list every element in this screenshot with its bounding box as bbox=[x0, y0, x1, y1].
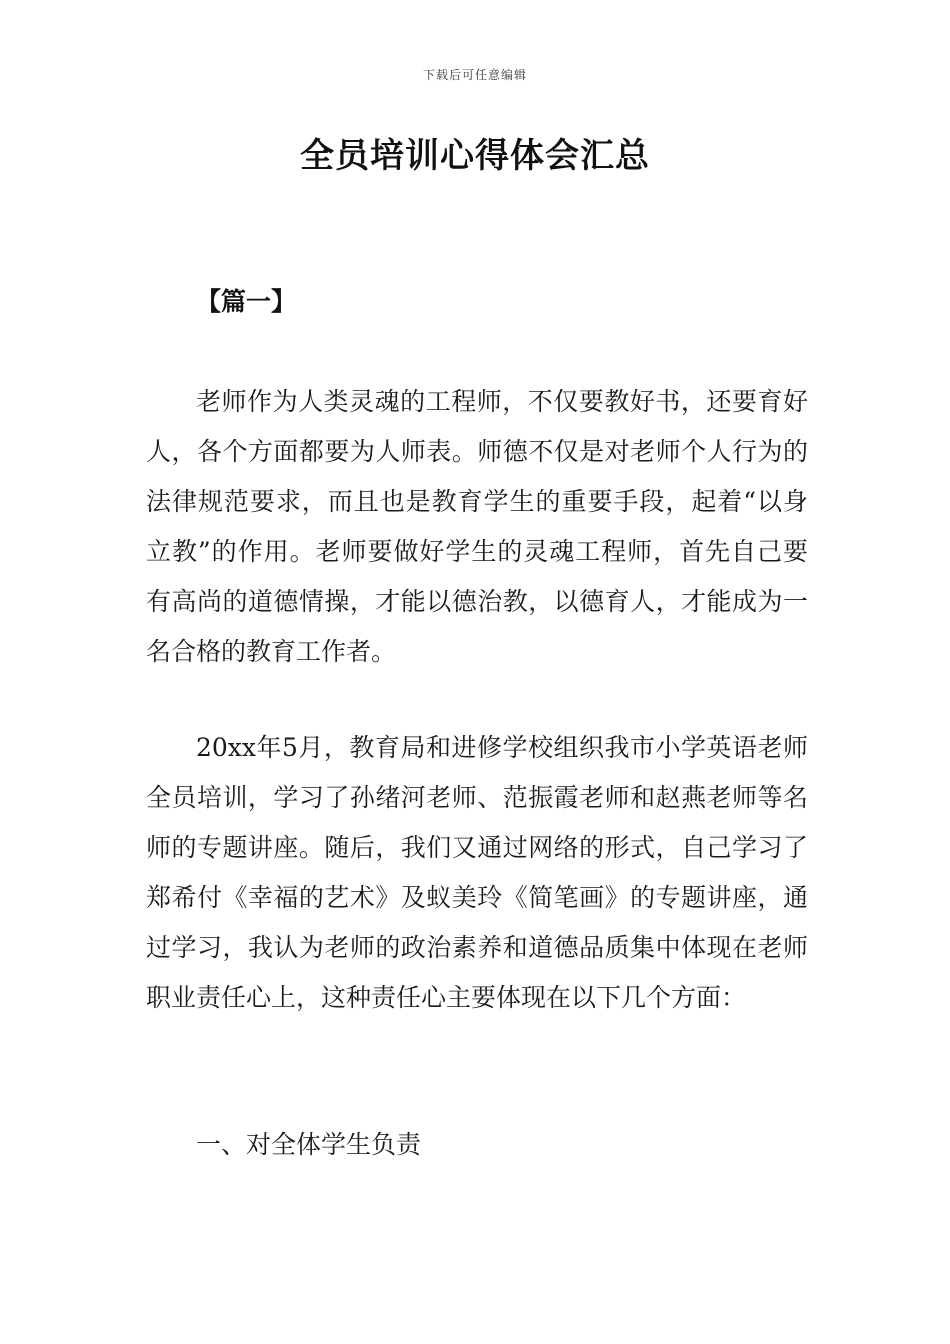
paragraph: 老师作为人类灵魂的工程师，不仅要教好书，还要育好人，各个方面都要为人师表。师德不仅是对老师个人行为的法律规范要求，而且也是教育学生的重要手段，起着“以身立教”的作用。老师要做好学生的灵魂工程师，首先自己要有高尚的道德情操，才能以德治教，以德育人，才能成为一名合格的教育工作者。 bbox=[146, 387, 808, 666]
paragraph: 20xx年5月，教育局和进修学校组织我市小学英语老师全员培训，学习了孙绪河老师、范振霞老师和赵燕老师等名师的专题讲座。随后，我们又通过网络的形式，自己学习了郑希付《幸福的艺术》及蚁美玲《简笔画》的专题讲座，通过学习，我认为老师的政治素养和道德品质集中体现在老师职业责任心上，这种责任心主要体现在以下几个方面： bbox=[146, 733, 808, 1012]
header-note: 下载后可任意编辑 bbox=[422, 68, 527, 82]
document-title: 全员培训心得体会汇总 bbox=[300, 136, 650, 176]
subheading: 一、对全体学生负责 bbox=[196, 1130, 422, 1159]
section-label: 【篇一】 bbox=[196, 287, 297, 316]
